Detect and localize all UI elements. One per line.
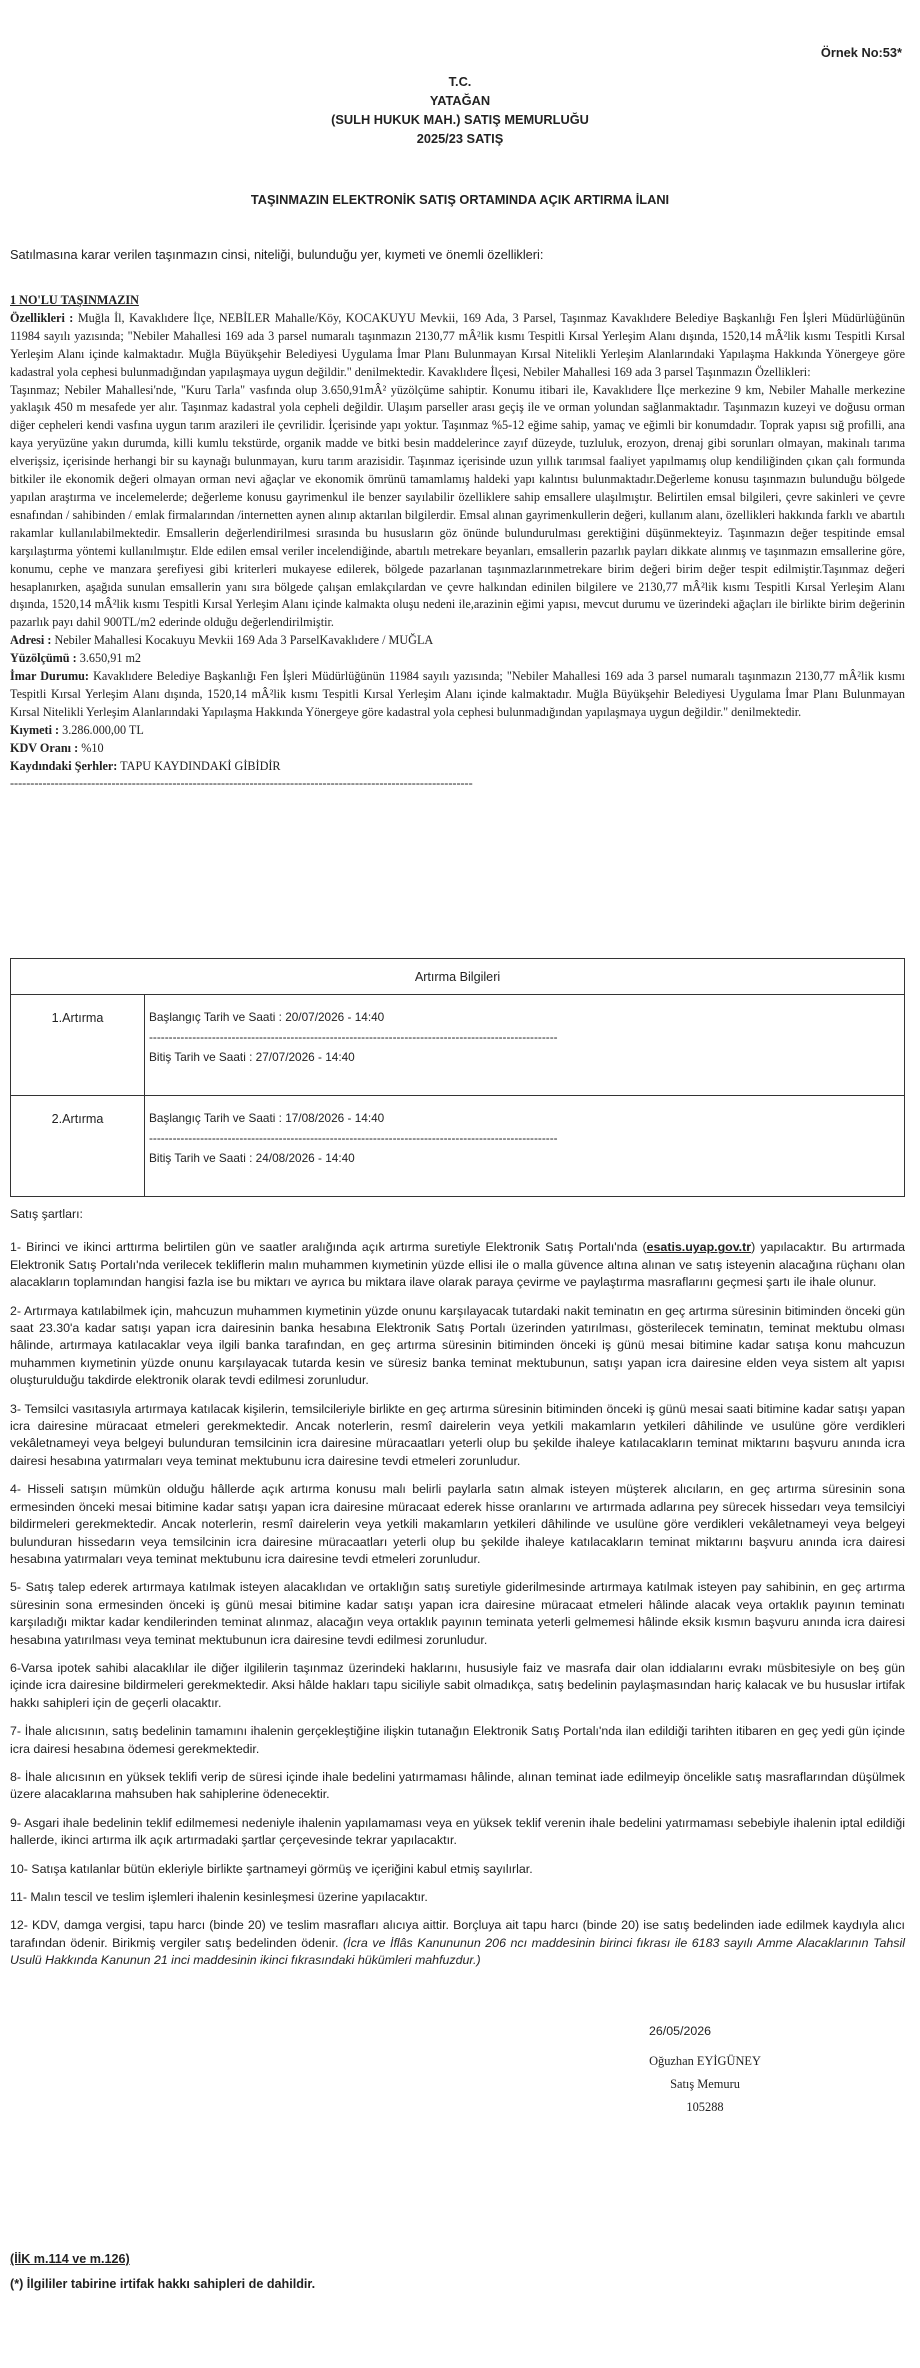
auction-start: [149, 1111, 900, 1125]
zoning-value: Kavaklıdere Belediye Başkanlığı Fen İşleri Müdürlüğünün 11984 sayılı yazısında; "Nebiler Mahallesi 169 ada 3 parsel numaralı taşınmazın 2130,77 mÂ²lik kısmı Tespitli Kırsal Yerleşim Alanı dışında, 1520,14 mÂ²lik kısmı Tespitli Kırsal Yerleşim Alanı içinde kalmaktadır. Muğla Büyükşehir Belediyesi Uygulama İmar Planı Bulunmayan Kırsal Nitelikli Yerleşim Alanlarındaki Yapılaşma Hakkında Yönergeye göre kadastral yola cephesi bulunmadığından yapılaşmaya uygun değildir." denilmektedir.: [10, 669, 906, 719]
auction-table: [10, 958, 905, 1197]
law-reference: (İİK m.114 ve m.126): [10, 2252, 130, 2266]
area-value: 3.650,91 m2: [79, 651, 142, 666]
terms-caption: Satış şartları:: [10, 1207, 83, 1221]
end-label: Bitiş Tarih ve Saati :: [149, 1050, 253, 1064]
end-label: Bitiş Tarih ve Saati :: [149, 1151, 253, 1165]
sale-terms: [10, 1206, 905, 1981]
property-features: [10, 310, 905, 382]
auction-name: 2.Artırma: [11, 1096, 145, 1197]
term-1: [10, 1239, 905, 1291]
property-heading: 1 NO'LU TAŞINMAZIN: [10, 293, 139, 307]
signer-name: Oğuzhan EYİGÜNEY: [649, 2054, 761, 2068]
start-label: Başlangıç Tarih ve Saati :: [149, 1010, 282, 1024]
property-registry: [10, 758, 905, 776]
kdv-value: %10: [81, 740, 104, 755]
term-3: 3- Temsilci vasıtasıyla artırmaya katılacak kişilerin, temsilcileriyle birlikte en geç artırma süresinin bitiminden önceki iş günü mesai saati bitimine kadar satışı yapan icra dairesine müracaat etmeleri gerekmektedir. Ancak noterlerin, resmî dairelerin veya yetkili makamların yetkileri dâhilinde ve usulüne göre verdikleri vekâletnameyi veya belgeyi bulunduran temsilcinin icra dairesine müracaatları yeterli olup bu şekilde ihaleye katılacakların teminat miktarını başvuru anında icra dairesi hesabına yatırmaları veya teminat mektubunu icra dairesine tevdi etmeleri zorunludur.: [10, 1401, 905, 1468]
start-value: 17/08/2026 - 14:40: [285, 1111, 385, 1125]
term-12-legal-note: (İcra ve İflâs Kanununun 206 ncı maddesinin birinci fıkrası ile 6183 sayılı Amme Alacaklarının Tahsil Usulü Hakkında Kanunun 21 inci maddesinin ikinci fıkrasındaki hükümleri mahfuzdur.): [10, 1935, 905, 1968]
auction-end: [149, 1050, 900, 1064]
property-zoning: [10, 668, 905, 722]
auction-row: [11, 995, 905, 1096]
footnote: (*) İlgililer tabirine irtifak hakkı sahipleri de dahildir.: [10, 2277, 316, 2291]
registry-value: TAPU KAYDINDAKİ GİBİDİR: [120, 758, 281, 773]
announcement-title: TAŞINMAZIN ELEKTRONİK SATIŞ ORTAMINDA AÇIK ARTIRMA İLANI: [250, 192, 670, 207]
address-value: Nebiler Mahallesi Kocakuyu Mevkii 169 Ada 3 ParselKavaklıdere / MUĞLA: [54, 633, 434, 648]
start-value: 20/07/2026 - 14:40: [285, 1010, 385, 1024]
address-label: Adresi :: [10, 633, 52, 648]
term-10: 10- Satışa katılanlar bütün ekleriyle birlikte şartnameyi görmüş ve içeriğini kabul etmiş sayılırlar.: [10, 1861, 533, 1876]
auction-start: [149, 1010, 900, 1024]
auction-row: [11, 1096, 905, 1197]
property-divider: ------------------------------------------------------------------------------------------------------------------: [10, 776, 473, 791]
term-5: 5- Satış talep ederek artırmaya katılmak isteyen alacaklıdan ve ortaklığın satış suretiyle giderilmesinde artırmaya katılmak isteyen pay sahibinin, en geç artırma süresinin sona ermesinden önceki iş günü mesai bitimine kadar satışı yapan icra dairesine müracaat etmeleri hâlinde alacak veya ortaklık payının teminatı karşıladığı miktar kadar kendilerinden teminat alınmaz, alacağın veya ortaklık payının teminata yeterli gelmemesi hâlinde eksik kısmın başvuru anında icra dairesi hesabına yatırılması veya teminat mektubunun icra dairesine tevdi edilmesi zorunludur.: [10, 1580, 905, 1647]
header-line-office: (SULH HUKUK MAH.) SATIŞ MEMURLUĞU: [331, 112, 589, 127]
end-value: 27/07/2026 - 14:40: [255, 1050, 355, 1064]
term-6: 6-Varsa ipotek sahibi alacaklılar ile diğer ilgililerin taşınmaz üzerindeki haklarını, hususiyle faiz ve masrafa dair olan iddialarını evrakı müsbitesiyle on beş gün içinde icra dairesine bildirmeleri gerekmektedir. Aksi hâlde hakları tapu siciliyle sabit olmadıkça, satış bedelinin paylaşmasından hariç kalacak ve bu hususlar irtifak hakkı sahipleri için de geçerli olacaktır.: [10, 1660, 905, 1710]
property-area: [10, 650, 905, 668]
area-label: Yüzölçümü :: [10, 651, 77, 666]
term-9: 9- Asgari ihale bedelinin teklif edilmemesi nedeniyle ihalenin yapılamaması veya en yüksek teklif verenin ihale bedelini yatırmaması sebebiyle ihalenin iptal edildiği hallerde, ikinci artırma ilk açık artırmadaki şartlar çerçevesinde tekrar yapılacaktır.: [10, 1815, 905, 1848]
property-address: [10, 632, 905, 650]
term-12-text: 12- KDV, damga vergisi, tapu harcı (binde 20) ve teslim masrafları alıcıya aittir. Borçluya ait tapu harcı (binde 20) ise satış bedelinden iade edilmek kaydıyla alıcı tarafından ödenir. Birikmiş vergiler satış bedelinden ödenir.: [10, 1918, 905, 1950]
value-label: Kıymeti :: [10, 722, 60, 737]
term-4: 4- Hisseli satışın mümkün olduğu hâllerde açık artırma konusu malı belirli paylarla satın almak isteyen müşterek alıcıların, en geç artırma süresinin sona ermesinden önceki mesai bitimine kadar satışı yapan icra dairesine müracaat ederek hisse oranlarını ve artırmada adlarına pey sürecek hissedarı veya temsilciyi bildirmeleri gerekmektedir. Ancak noterlerin, resmî dairelerin veya yetkili makamların yetkileri dâhilinde ve usulüne göre verdikleri vekâletnameyi veya belgeyi bulunduran hissedarın veya temsilcinin icra dairesine müracaatları yeterli olup bu şekilde ihaleye katılacakların teminat miktarını başvuru anında icra dairesi hesabına yatırmaları veya teminat mektubunu icra dairesine tevdi etmeleri zorunludur.: [10, 1482, 905, 1566]
term-12: [10, 1917, 905, 1969]
header-line-city: YATAĞAN: [429, 93, 491, 108]
term-1-text-b: ) yapılacaktır. Bu artırmada Elektronik Satış Portalı'nda verilecek tekliflerin malın muhammen kıymetinin yüzde ellisi ile o malla güvence altına alınan ve satış isteyenin alacağına rüçhanı olan alacakların toplamından hangisi fazla ise bu miktarı ve ayrıca bu miktara ilave olarak paraya çevirme ve paylaştırma masraflarını geçmesi şartı ile ihale olunur.: [10, 1240, 905, 1290]
zoning-label: İmar Durumu:: [10, 669, 89, 684]
document-header: [0, 72, 920, 148]
kdv-label: KDV Oranı :: [10, 740, 79, 755]
term-2: 2- Artırmaya katılabilmek için, mahcuzun muhammen kıymetinin yüzde onunu karşılayacak tutardaki nakit teminatın en geç artırma süresinin bitiminden önceki gün saat 23.30'a kadar satışı yapan icra dairesinin banka hesabına Elektronik Satış Portalı üzerinden yatırılması, gösterilecek teminatın, teminat mektubu olması hâlinde, artırmaya katılacaklar veya ilgili banka tarafından, en geç artırma süresinin bitiminden önceki iş günü mesai bitimine kadar satışa konu mahcuzun muhammen kıymetinin yüzde onunu karşılayacak tutarda kesin ve süresiz banka teminat mektubunun, satışı yapan icra dairesine elden veya sistem alt yapısı oluşturulduğu takdirde elektronik olarak tevdi edilmesi zorunludur.: [10, 1303, 905, 1388]
example-number: Örnek No:53*: [820, 45, 902, 60]
auction-table-title: Artırma Bilgileri: [11, 959, 905, 995]
auction-separator: --------------------------------------------------------------------------------------------------------: [149, 1030, 558, 1044]
property-value: [10, 722, 905, 740]
auction-dates: [145, 995, 905, 1096]
value-amount: 3.286.000,00 TL: [62, 722, 144, 737]
registry-label: Kaydındaki Şerhler:: [10, 758, 118, 773]
term-8: 8- İhale alıcısının en yüksek teklifi verip de süresi içinde ihale bedelini yatırmaması hâlinde, alınan teminat iade edilmeyip öncelikle satış masraflarından düşülmek üzere alacaklarına mahsuben hak sahiplerine ödenecektir.: [10, 1769, 905, 1802]
term-11: 11- Malın tescil ve teslim işlemleri ihalenin kesinleşmesi üzerine yapılacaktır.: [10, 1890, 428, 1904]
auction-separator: --------------------------------------------------------------------------------------------------------: [149, 1131, 558, 1145]
header-line-tc: T.C.: [448, 74, 472, 89]
property-kdv: [10, 740, 905, 758]
auction-end: [149, 1151, 900, 1165]
footer-notes: [10, 2247, 315, 2297]
header-line-file: 2025/23 SATIŞ: [416, 131, 504, 146]
end-value: 24/08/2026 - 14:40: [255, 1151, 355, 1165]
term-7: 7- İhale alıcısının, satış bedelinin tamamını ihalenin gerçekleştiğine ilişkin tutanağın Elektronik Satış Portalı'nda ilan edildiği tarihten itibaren en geç yedi gün içinde icra dairesi hesabına ödemesi gerekmektedir.: [10, 1724, 905, 1756]
signature-date: 26/05/2026: [649, 2024, 712, 2038]
property-description: Taşınmaz; Nebiler Mahallesi'nde, "Kuru Tarla" vasfında olup 3.650,91mÂ² yüzölçüme sahiptir. Konumu itibari ile, Kavaklıdere İlçe merkezine 9 km, Nebiler Mahalle merkezine yaklaşık 450 m mesafede yer alır. Taşınmaz kadastral yola cepheli değildir. Ulaşım parseller arası geçiş ile ve orman yolundan sağlanmaktadır. Taşınmazın kuzeyi ve doğusu orman diğer cepheleri kendi vasfına uygun tarım arazileri ile çevrilidir. İçerisinde yapı yoktur. Taşınmaz %5-12 eğime sahip, yamaç ve eğimli bir konumdadır. Toprak yapısı sığ profilli, ana kaya yeryüzüne yakın durumda, killi kumlu tekstürde, organik madde ve bitki besin maddelerince zayıf düzeyde, tuzluluk, erozyon, drenaj gibi sorunları olmayan, makinalı tarıma elverişsiz, içerisinde herhangi bir su kaynağı bulunmayan, kuru tarım arazisidir. Taşınmaz içerisinde uzun yıllık tarımsal faaliyet yapılmamış olup kendiliğinden çıkan çalı formunda bitkiler ile ekonomik değeri olmayan orman nevi ağaçlar ve ekonomik ömrünü tamamlamış haldeki yapı kalıntısı bulunmaktadır.Değerleme konusu taşınmazın bulunduğu bölgede yapılan araştırma ve incelemelerde; değerleme konusu gayrimenkul ile benzer sayılabilir özelliklere sahip emsallere ulaşılmıştır. Belirtilen emsal bilgileri, çevre sakinleri ve çevre esnafından / sahibinden / emlak firmalarından /internetten aynen alınıp aktarılan bilgilerdir. Emsal alınan gayrimenkullerin değeri, kullanım alanı, özellikleri hakkında farklı ve abartılı rakamlar kullanılabilmektedir. Emsallerin değerlendirilmesi sırasında bu hususların göz önünde bulundurulması gerektiğini düşünmekteyiz. Taşınmazın değer tespitinde emsal karşılaştırma yöntemi kullanılmıştır. Elde edilen emsal veriler incelendiğinde, abartılı metrekare beyanları, emsallerin pazarlık payları dikkate alınmış ve taşınmazın emsallerine göre, konumu, cephe ve manzara şerefiyesi gibi kriterleri mukayese edilerek, bölgede pazarlanan taşınmazlarınmetrekare birim değeri birim değer tespit edilmiştir.Taşınmaz değeri hesaplanırken, aşağıda sunulan emsallerin yanı sıra bölgede çalışan emlakçılardan ve çevre halkından edinilen bilgilere ve 2130,77 mÂ²lik kısmı Tespitli Kırsal Yerleşim Alanı dışında, 1520,14 mÂ²lik kısmı Tespitli Kırsal Yerleşim Alanı içinde kalmakta oluşu nedeni ile,arazinin eğimi yapısı, mevcut durumu ve üzerindeki ağaçları ile birlikte birim değerinin pazarlık payı dahil 900TL/m2 ederinde olduğu değerlendirilmiştir.: [10, 382, 905, 630]
signer-title: Satış Memuru: [670, 2077, 740, 2091]
term-1-text-a: 1- Birinci ve ikinci arttırma belirtilen gün ve saatler aralığında açık artırma suretiyle Elektronik Satış Portalı'nda (: [10, 1240, 647, 1255]
property-section: [10, 292, 905, 793]
signature-lines: [600, 2050, 810, 2119]
features-label: Özellikleri :: [10, 310, 74, 325]
esatis-link[interactable]: esatis.uyap.gov.tr: [646, 1240, 752, 1255]
intro-text: Satılmasına karar verilen taşınmazın cinsi, niteliği, bulunduğu yer, kıymeti ve önemli özellikleri:: [10, 247, 544, 262]
start-label: Başlangıç Tarih ve Saati :: [149, 1111, 282, 1125]
signer-number: 105288: [686, 2100, 724, 2114]
features-text: Muğla İl, Kavaklıdere İlçe, NEBİLER Mahalle/Köy, KOCAKUYU Mevkii, 169 Ada, 3 Parsel, Taşınmaz Kavaklıdere Belediye Başkanlığı Fen İşleri Müdürlüğünün 11984 sayılı yazısında; "Nebiler Mahallesi 169 ada 3 parsel numaralı taşınmazın 2130,77 mÂ²lik kısmı Tespitli Kırsal Yerleşim Alanı dışında, 1520,14 mÂ²lik kısmı Tespitli Kırsal Yerleşim Alanı içinde kalmaktadır. Muğla Büyükşehir Belediyesi Uygulama İmar Planı Bulunmayan Kırsal Nitelikli Yerleşim Alanlarındaki Yapılaşma Hakkında Yönergeye göre kadastral yola cephesi bulunmadığından yapılaşmaya uygun değildir." denilmektedir. Kavaklıdere İlçesi, Nebiler Mahallesi 169 ada 3 parsel Taşınmazın Özellikleri:: [10, 310, 906, 379]
auction-dates: [145, 1096, 905, 1197]
auction-name: 1.Artırma: [11, 995, 145, 1096]
